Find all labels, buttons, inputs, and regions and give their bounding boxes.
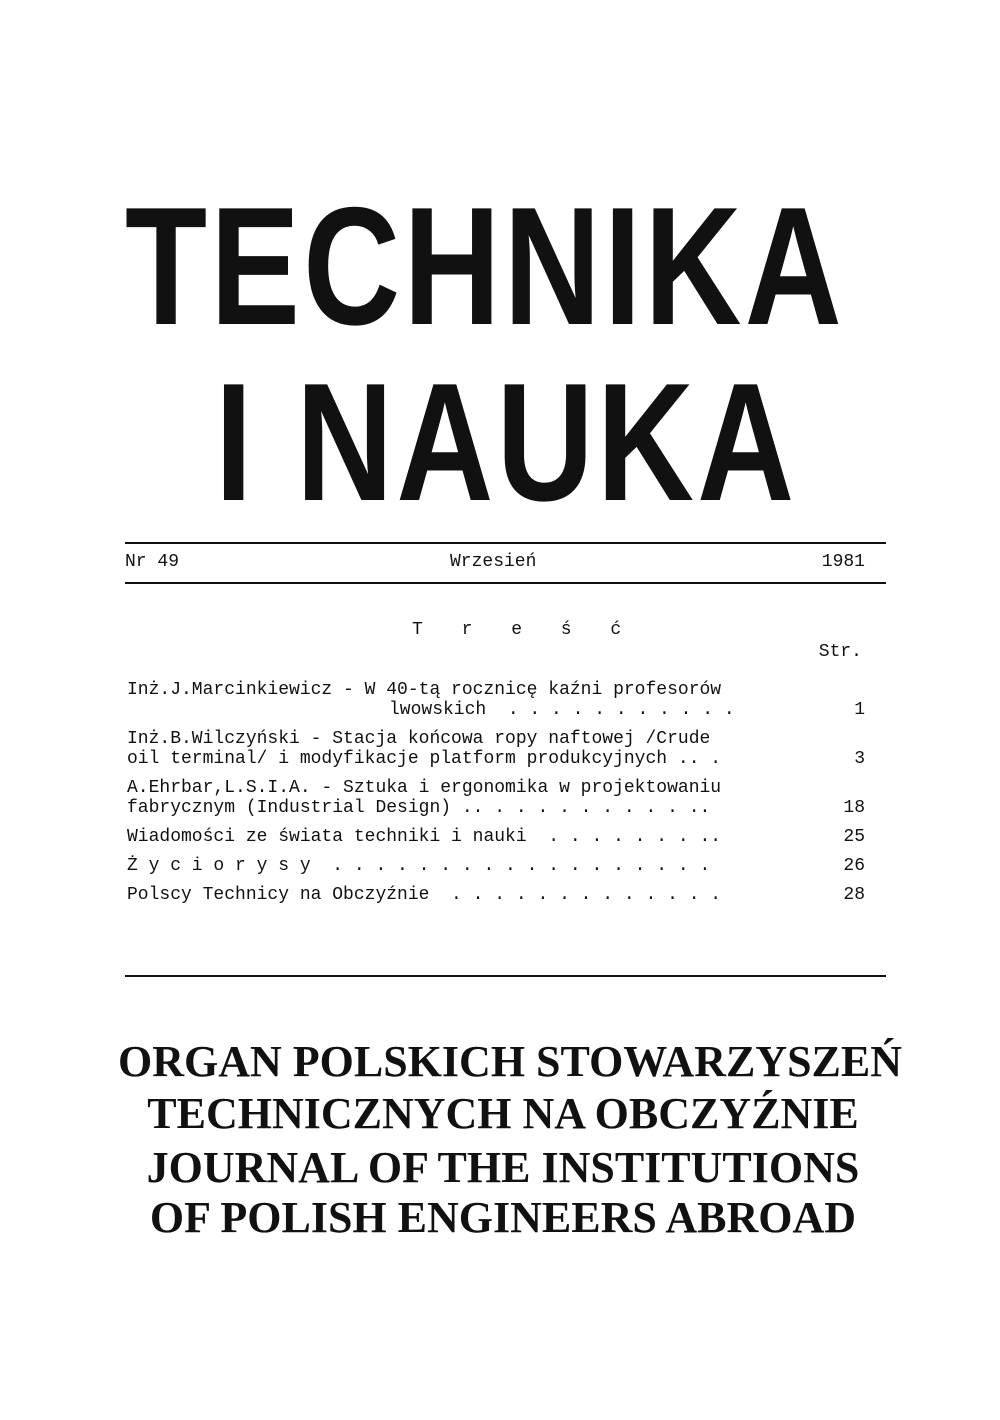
toc-entry-text-cont: oil terminal/ i modyfikacje platform produkcyjnych .. . — [127, 749, 722, 769]
organ-statement-polish-line1: ORGAN POLSKICH STOWARZYSZEŃ — [118, 1037, 903, 1086]
journal-statement-english-line1: JOURNAL OF THE INSTITUTIONS — [146, 1143, 860, 1192]
toc-entry — [127, 856, 865, 876]
toc-entry-page: 26 — [843, 856, 865, 876]
toc-entry-text-cont: lwowskich . . . . . . . . . . . — [389, 700, 735, 720]
divider-middle — [125, 582, 886, 584]
masthead-title-line2: I NAUKA — [215, 348, 798, 536]
issue-info-row — [125, 552, 865, 576]
divider-top — [125, 542, 886, 544]
toc-entry-text: Ż y c i o r y s y . . . . . . . . . . . . . . . . . . — [127, 856, 711, 876]
toc-entry-text-cont: fabrycznym (Industrial Design) .. . . . . . . . . . .. — [127, 798, 711, 818]
contents-heading: T r e ś ć — [412, 620, 636, 640]
toc-entry-text: Inż.J.Marcinkiewicz - W 40-tą rocznicę kaźni profesorów — [127, 680, 722, 700]
toc-entry-page: 18 — [843, 798, 865, 818]
toc-entry-page: 28 — [843, 885, 865, 905]
toc-entry — [127, 778, 865, 818]
toc-entry-page: 3 — [854, 749, 865, 769]
toc-entry-text: A.Ehrbar,L.S.I.A. - Sztuka i ergonomika w projektowaniu — [127, 778, 722, 798]
page-column-header: Str. — [818, 642, 862, 662]
toc-entry — [127, 680, 865, 720]
masthead-title-line1: TECHNIKA — [125, 172, 845, 360]
table-of-contents — [127, 680, 865, 905]
organ-statement-polish-line2: TECHNICZNYCH NA OBCZYŹNIE — [147, 1089, 859, 1138]
issue-year: 1981 — [821, 552, 865, 572]
toc-entry — [127, 885, 865, 905]
toc-entry-text: Inż.B.Wilczyński - Stacja końcowa ropy naftowej /Crude — [127, 729, 711, 749]
issue-number: Nr 49 — [125, 552, 180, 572]
toc-entry-text: Wiadomości ze świata techniki i nauki . . . . . . . .. — [127, 827, 722, 847]
divider-bottom — [125, 975, 886, 977]
toc-entry-page: 25 — [843, 827, 865, 847]
journal-statement-english-line2: OF POLISH ENGINEERS ABROAD — [149, 1193, 857, 1242]
toc-entry-page: 1 — [854, 700, 865, 720]
toc-entry-text: Polscy Technicy na Obczyźnie . . . . . . . . . . . . . — [127, 885, 722, 905]
toc-entry — [127, 827, 865, 847]
toc-entry — [127, 729, 865, 769]
issue-month: Wrzesień — [450, 552, 537, 572]
